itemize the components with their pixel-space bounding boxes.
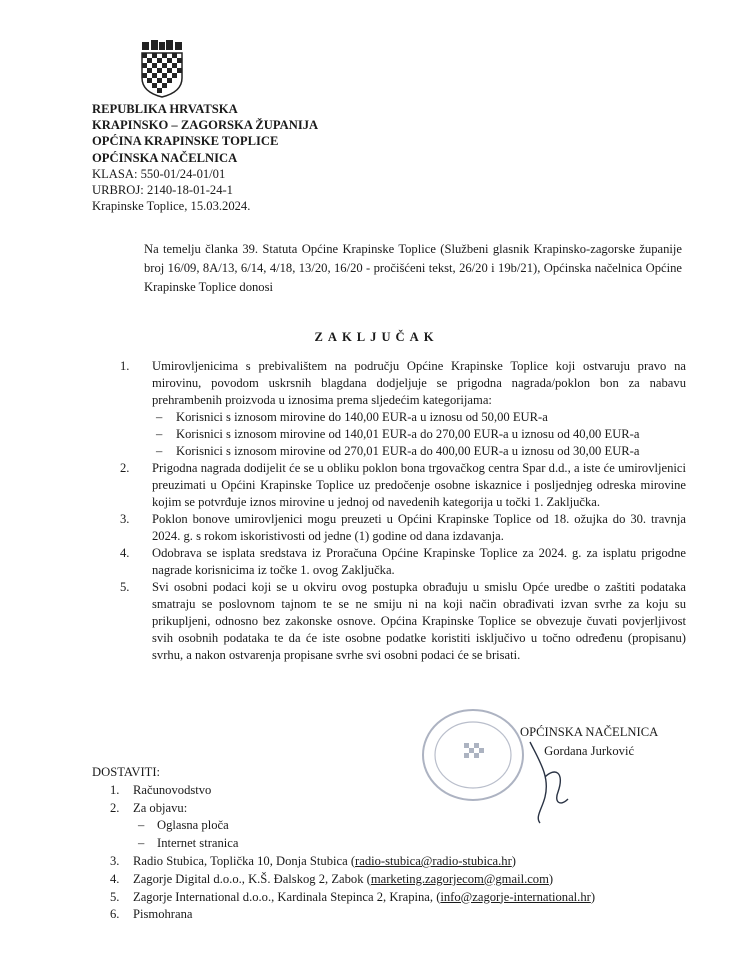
header-urbroj: URBROJ: 2140-18-01-24-1	[92, 183, 233, 198]
item-number: 6.	[110, 907, 120, 922]
header-county: KRAPINSKO – ZAGORSKA ŽUPANIJA	[92, 118, 319, 133]
category-item	[152, 426, 686, 443]
category-text: Korisnici s iznosom mirovine do 140,00 EUR-a u iznosu od 50,00 EUR-a	[176, 410, 548, 424]
dash-bullet: –	[138, 818, 145, 833]
recipient-text: Računovodstvo	[133, 782, 212, 797]
list-item	[120, 579, 686, 664]
dash-bullet: –	[156, 427, 163, 441]
signature-block	[520, 723, 658, 761]
recipient-text: Radio Stubica, Toplička 10, Donja Stubica (	[133, 853, 356, 868]
item-text: Svi osobni podaci koji se u okviru ovog postupka obrađuju u smislu Opće uredbe o zaštiti podataka smatraju se poslovnom tajnom te se ne smiju ni na koji način obrađivati izvan svrhe za koju su prikupljeni, odnosno bez zakonske osnove. Općina Krapinske Toplice se obvezuje čuvati povjerljivost svih osobnih podataka te da će iste osobne podatke koristiti isključivo u točno određenu (propisanu) svrhu, a nakon ostvarenja propisane svrhe svi osobni podaci će se brisati.	[152, 580, 686, 662]
recipient-text: Zagorje Digital d.o.o., K.Š. Đalskog 2, Zabok (	[133, 871, 371, 886]
item-text: Odobrava se isplata sredstava iz Proračuna Općine Krapinske Toplice za 2024. g. za isplatu prigodne nagrade korisnicima iz točke 1. ovog Zaključka.	[152, 546, 686, 577]
document-title: ZAKLJUČAK	[314, 330, 439, 344]
signatory-role: OPĆINSKA NAČELNICA	[520, 725, 659, 739]
item-number: 4.	[120, 546, 130, 560]
publication-text: Oglasna ploča	[157, 818, 229, 833]
list-item	[110, 800, 595, 853]
signatory-name: Gordana Jurković	[544, 744, 635, 758]
item-number: 2.	[120, 461, 130, 475]
list-item	[110, 782, 595, 800]
publication-list	[133, 817, 595, 853]
intro-paragraph	[92, 240, 682, 297]
list-item	[120, 511, 686, 545]
header-office: OPĆINSKA NAČELNICA	[92, 150, 238, 165]
intro-text: Na temelju članka 39. Statuta Općine Krapinske Toplice (Službeni glasnik Krapinsko-zagorske županije broj 16/09, 8A/13, 6/14, 4/18, 13/20, 16/20 - pročišćeni tekst, 26/20 i 19b/21), Općinska načelnica Općine Krapinske Toplice donosi	[144, 242, 682, 294]
distribution-list	[110, 782, 595, 924]
item-number: 4.	[110, 871, 120, 886]
item-text: Umirovljenicima s prebivalištem na području Općine Krapinske Toplice koji ostvaruju pravo na mirovinu, povodom uskrsnih blagdana dodjeljuje se prigodna nagrada/poklon bon za nabavu prehrambenih proizvoda u iznosima prema sljedećim kategorijama:	[152, 359, 686, 407]
item-number: 1.	[110, 782, 120, 797]
list-item	[120, 545, 686, 579]
email-link[interactable]: radio-stubica@radio-stubica.hr	[355, 853, 512, 868]
item-text: Poklon bonove umirovljenici mogu preuzeti u Općini Krapinske Toplice od 18. ožujka do 30. travnja 2024. g. s rokom iskoristivosti od jedne (1) godine od dana izdavanja.	[152, 512, 686, 543]
list-item	[120, 460, 686, 511]
item-text: Prigodna nagrada dodijelit će se u obliku poklon bona trgovačkog centra Spar d.d., a iste će umirovljenici preuzimati u Općini Krapinske Toplice uz predočenje osobne iskaznice i posljednjeg odreska mirovine kojim se potvrđuje iznos mirovine u jednoj od navedenih kategorija u točki 1. Zaključka.	[152, 461, 686, 509]
email-link[interactable]: marketing.zagorjecom@gmail.com	[370, 871, 549, 886]
header-municipality: OPĆINA KRAPINSKE TOPLICE	[92, 134, 279, 149]
item-number: 2.	[110, 800, 120, 815]
category-item	[152, 443, 686, 460]
header-country: REPUBLIKA HRVATSKA	[92, 102, 238, 116]
dash-bullet: –	[138, 836, 145, 851]
item-number: 5.	[110, 889, 120, 904]
list-item	[110, 853, 595, 871]
item-number: 3.	[120, 512, 130, 526]
header-place-date: Krapinske Toplice, 15.03.2024.	[92, 199, 251, 214]
recipient-text: Pismohrana	[133, 907, 193, 922]
item-number: 3.	[110, 853, 120, 868]
category-item	[152, 409, 686, 426]
list-item	[110, 906, 595, 924]
list-item	[110, 889, 595, 907]
category-text: Korisnici s iznosom mirovine od 270,01 EUR-a do 400,00 EUR-a u iznosu od 30,00 EUR-a	[176, 444, 640, 458]
dash-bullet: –	[156, 410, 163, 424]
list-item	[120, 358, 686, 460]
publication-item	[133, 817, 595, 835]
coat-of-arms-icon	[137, 40, 187, 98]
distribution-section	[92, 764, 595, 924]
document-header	[92, 101, 318, 214]
recipient-tail: )	[548, 871, 554, 886]
recipient-text: Zagorje International d.o.o., Kardinala Stepinca 2, Krapina, (	[133, 889, 441, 904]
category-list	[152, 409, 686, 460]
recipient-tail: )	[590, 889, 596, 904]
publication-text: Internet stranica	[157, 836, 239, 851]
header-klasa: KLASA: 550-01/24-01/01	[92, 166, 226, 181]
recipient-text: Za objavu:	[133, 800, 188, 815]
email-link[interactable]: info@zagorje-international.hr	[440, 889, 591, 904]
item-number: 5.	[120, 580, 130, 594]
list-item	[110, 871, 595, 889]
publication-item	[133, 835, 595, 853]
item-number: 1.	[120, 359, 130, 373]
distribution-label: DOSTAVITI:	[92, 765, 161, 779]
recipient-tail: )	[511, 853, 516, 868]
dash-bullet: –	[156, 444, 163, 458]
category-text: Korisnici s iznosom mirovine od 140,01 EUR-a do 270,00 EUR-a u iznosu od 40,00 EUR-a	[176, 427, 640, 441]
decision-items	[120, 358, 686, 664]
